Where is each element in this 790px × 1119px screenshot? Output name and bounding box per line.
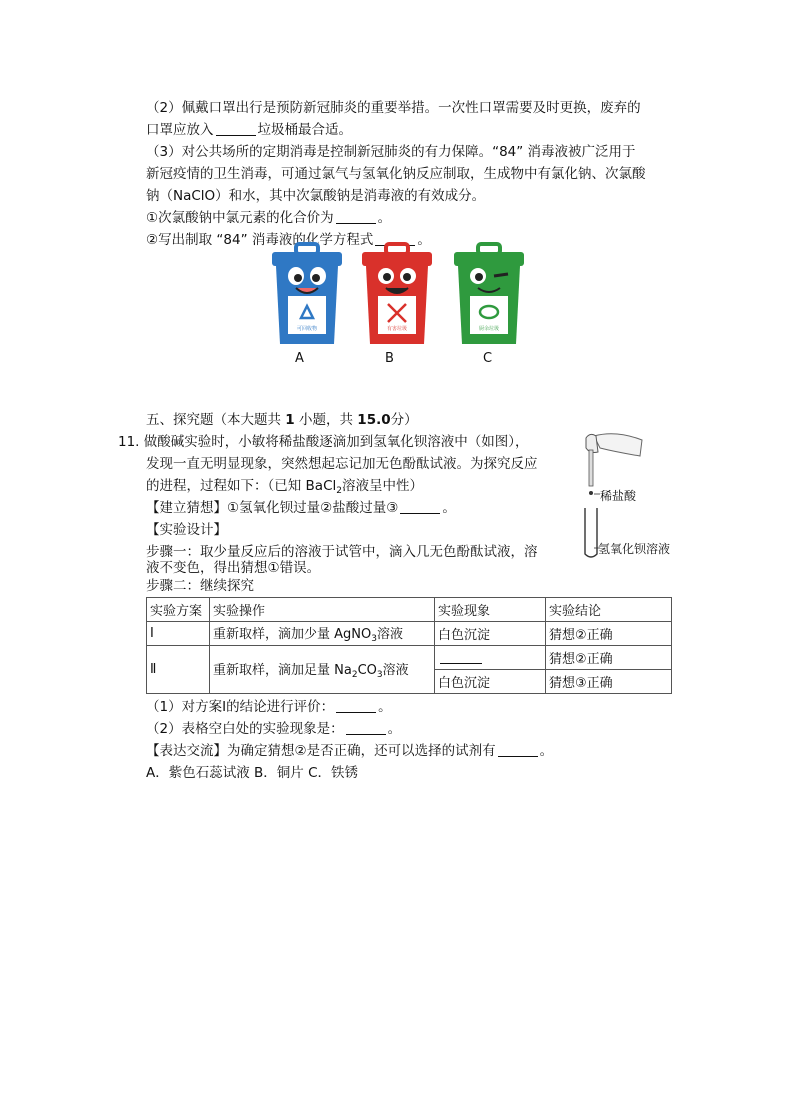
table-cell-blank[interactable]: [435, 646, 546, 670]
q2-text: 口罩应放入: [146, 122, 214, 138]
exchange-end: 。: [539, 743, 554, 759]
table-cell: [210, 646, 435, 694]
bin-c-label: C: [483, 351, 493, 366]
q2-line2: [146, 120, 352, 140]
bin-c-icon: [454, 244, 524, 344]
hypothesis: [146, 498, 456, 518]
hypothesis-text: 【建立猜想】①氢氧化钡过量②盐酸过量③: [146, 500, 399, 516]
subscript: 3: [376, 670, 383, 680]
q3-line2: 新冠疫情的卫生消毒，可通过氯气与氢氧化钠反应制取，生成物中有氯化钠、次氯酸: [146, 166, 646, 182]
followup-q2-end: 。: [387, 721, 402, 737]
table-cell: 猜想②正确: [546, 646, 672, 670]
table-cell: 白色沉淀: [435, 670, 546, 694]
section-title-mid: 小题，共: [294, 412, 358, 428]
answer-options: A．紫色石蕊试液 B．铜片 C．铁锈: [146, 765, 359, 781]
step1-line2: 液不变色，得出猜想①错误。: [146, 560, 321, 576]
q3-sub2-text: ②写出制取 “84” 消毒液的化学方程式: [146, 232, 374, 248]
barium-hydroxide-label: 氢氧化钡溶液: [598, 542, 671, 556]
table-cell: Ⅰ: [147, 622, 210, 646]
q3-line1: （3）对公共场所的定期消毒是控制新冠肺炎的有力保障。“84” 消毒液被广泛用于: [146, 144, 636, 160]
q11-line3-text: 的进程，过程如下：（已知 BaCl: [146, 478, 337, 494]
op-text-end: 溶液: [382, 663, 409, 678]
answer-blank[interactable]: [346, 720, 386, 735]
expression-exchange: [146, 741, 553, 761]
answer-blank[interactable]: [336, 209, 376, 224]
answer-blank[interactable]: [336, 698, 376, 713]
q3-line3: 钠（NaClO）和水，其中次氯酸钠是消毒液的有效成分。: [146, 188, 486, 204]
q3-sub2-end: 。: [417, 232, 431, 248]
op-text-end: 溶液: [376, 627, 403, 642]
q11-line3-end: 溶液呈中性）: [342, 478, 423, 494]
op-text: 重新取样，滴加足量 Na: [213, 663, 352, 678]
table-row: [147, 646, 672, 670]
table-cell: [210, 622, 435, 646]
experiment-table: [146, 597, 672, 694]
q2-line1: （2）佩戴口罩出行是预防新冠肺炎的重要举措。一次性口罩需要及时更换，废弃的: [146, 100, 641, 116]
table-header-row: [147, 598, 672, 622]
svg-text:有害垃圾: 有害垃圾: [386, 326, 408, 332]
followup-q2-text: （2）表格空白处的实验现象是：: [146, 721, 344, 737]
q3-sub1-end: 。: [377, 210, 392, 226]
followup-q2: [146, 719, 401, 739]
answer-blank[interactable]: [498, 742, 538, 757]
bin-b-icon: [362, 244, 432, 344]
q3-sub1-text: ①次氯酸钠中氯元素的化合价为: [146, 210, 334, 226]
table-header: 实验操作: [210, 598, 435, 622]
exchange-text: 【表达交流】为确定猜想②是否正确，还可以选择的试剂有: [146, 743, 496, 759]
section-score: 15.0: [357, 412, 391, 428]
hypothesis-end: 。: [442, 500, 456, 516]
table-row: [147, 622, 672, 646]
subscript: 2: [351, 670, 358, 680]
svg-text:可回收物: 可回收物: [296, 326, 318, 332]
dilute-hcl-label: 稀盐酸: [600, 489, 637, 503]
table-header: 实验结论: [546, 598, 672, 622]
followup-q1-text: （1）对方案Ⅰ的结论进行评价：: [146, 699, 335, 715]
table-cell: 猜想③正确: [546, 670, 672, 694]
subscript: 3: [371, 634, 377, 644]
section-heading: [146, 410, 418, 430]
q2-text-end: 垃圾桶最合适。: [257, 122, 352, 138]
section-title-end: 分）: [390, 412, 418, 428]
table-cell: Ⅱ: [147, 646, 210, 694]
table-cell: 猜想②正确: [546, 622, 672, 646]
subscript: 2: [336, 486, 342, 496]
svg-text:厨余垃圾: 厨余垃圾: [478, 326, 500, 332]
table-cell: 白色沉淀: [435, 622, 546, 646]
q3-sub1: [146, 208, 391, 228]
q11-line2: 发现一直无明显现象，突然想起忘记加无色酚酞试液。为探究反应: [146, 456, 538, 472]
table-header: 实验现象: [435, 598, 546, 622]
step1-line1: 步骤一：取少量反应后的溶液于试管中，滴入几无色酚酞试液，溶: [146, 544, 538, 560]
bin-b-label: B: [385, 351, 394, 366]
bin-a-icon: [272, 244, 342, 344]
question-count: 1: [285, 412, 295, 428]
followup-q1-end: 。: [378, 699, 392, 715]
table-header: 实验方案: [147, 598, 210, 622]
bin-a-label: A: [295, 351, 304, 366]
answer-blank[interactable]: [440, 649, 482, 664]
design-heading: 【实验设计】: [146, 522, 227, 538]
answer-blank[interactable]: [216, 121, 256, 136]
q11-line1: 11. 做酸碱实验时，小敏将稀盐酸逐滴加到氢氧化钡溶液中（如图），: [118, 434, 529, 450]
op-text-mid: CO: [357, 663, 377, 678]
answer-blank[interactable]: [400, 499, 440, 514]
section-title-text: 五、探究题（本大题共: [146, 412, 286, 428]
followup-q1: [146, 697, 392, 717]
step2: 步骤二：继续探究: [146, 578, 254, 594]
op-text: 重新取样，滴加少量 AgNO: [213, 627, 372, 642]
